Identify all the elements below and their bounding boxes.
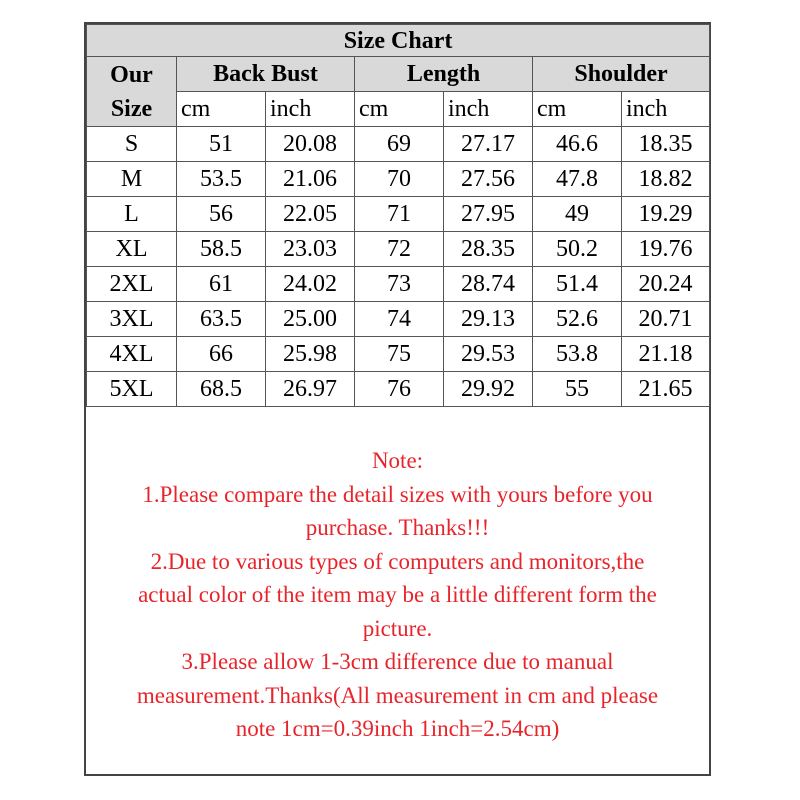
shoulder-cm-cell: 52.6	[533, 302, 622, 337]
shoulder-inch-cell: 19.29	[622, 197, 710, 232]
note-line: 3.Please allow 1-3cm difference due to manual	[181, 649, 614, 674]
size-cell: 5XL	[87, 372, 177, 407]
shoulder-header: Shoulder	[533, 57, 710, 92]
shoulder-cm-unit: cm	[533, 92, 622, 127]
length-inch-unit: inch	[444, 92, 533, 127]
length-cm-cell: 73	[355, 267, 444, 302]
our-size-header	[87, 57, 177, 127]
length-inch-cell: 29.13	[444, 302, 533, 337]
back-bust-cm-unit: cm	[177, 92, 266, 127]
size-cell: M	[87, 162, 177, 197]
note-line: note 1cm=0.39inch 1inch=2.54cm)	[235, 716, 560, 741]
back-bust-inch-cell: 25.98	[266, 337, 355, 372]
back-bust-inch-cell: 23.03	[266, 232, 355, 267]
our-label: Our	[110, 61, 153, 88]
shoulder-cm-cell: 51.4	[533, 267, 622, 302]
length-inch-cell: 29.92	[444, 372, 533, 407]
table-row	[87, 127, 710, 162]
length-cm-cell: 69	[355, 127, 444, 162]
table-row	[87, 337, 710, 372]
length-inch-cell: 27.17	[444, 127, 533, 162]
shoulder-cm-cell: 49	[533, 197, 622, 232]
back-bust-inch-unit: inch	[266, 92, 355, 127]
shoulder-cm-cell: 46.6	[533, 127, 622, 162]
back-bust-cm-cell: 56	[177, 197, 266, 232]
note-heading: Note:	[371, 448, 424, 473]
note-line: purchase. Thanks!!!	[305, 515, 490, 540]
back-bust-inch-cell: 21.06	[266, 162, 355, 197]
shoulder-cm-cell: 50.2	[533, 232, 622, 267]
chart-title: Size Chart	[87, 25, 710, 57]
size-cell: 4XL	[87, 337, 177, 372]
table-row	[87, 372, 710, 407]
shoulder-inch-cell: 19.76	[622, 232, 710, 267]
shoulder-inch-cell: 20.71	[622, 302, 710, 337]
shoulder-inch-cell: 18.82	[622, 162, 710, 197]
back-bust-header: Back Bust	[177, 57, 355, 92]
length-header: Length	[355, 57, 533, 92]
table-row	[87, 267, 710, 302]
notes-section	[86, 444, 709, 746]
length-inch-cell: 27.95	[444, 197, 533, 232]
back-bust-inch-cell: 25.00	[266, 302, 355, 337]
table-row	[87, 162, 710, 197]
size-label: Size	[110, 95, 153, 122]
back-bust-cm-cell: 61	[177, 267, 266, 302]
back-bust-cm-cell: 51	[177, 127, 266, 162]
length-cm-cell: 70	[355, 162, 444, 197]
table-row	[87, 302, 710, 337]
length-cm-cell: 72	[355, 232, 444, 267]
size-cell: L	[87, 197, 177, 232]
table-row	[87, 197, 710, 232]
back-bust-inch-cell: 20.08	[266, 127, 355, 162]
shoulder-inch-cell: 21.18	[622, 337, 710, 372]
shoulder-inch-cell: 18.35	[622, 127, 710, 162]
back-bust-cm-cell: 68.5	[177, 372, 266, 407]
size-chart	[84, 22, 711, 776]
back-bust-inch-cell: 26.97	[266, 372, 355, 407]
back-bust-inch-cell: 22.05	[266, 197, 355, 232]
length-cm-cell: 76	[355, 372, 444, 407]
length-inch-cell: 29.53	[444, 337, 533, 372]
back-bust-cm-cell: 58.5	[177, 232, 266, 267]
length-inch-cell: 28.35	[444, 232, 533, 267]
length-cm-cell: 75	[355, 337, 444, 372]
shoulder-inch-cell: 20.24	[622, 267, 710, 302]
note-line: 1.Please compare the detail sizes with yours before you	[142, 481, 653, 507]
size-cell: 3XL	[87, 302, 177, 337]
shoulder-cm-cell: 53.8	[533, 337, 622, 372]
back-bust-cm-cell: 63.5	[177, 302, 266, 337]
shoulder-inch-unit: inch	[622, 92, 710, 127]
note-line: actual color of the item may be a little different form the	[138, 582, 657, 607]
length-cm-cell: 71	[355, 197, 444, 232]
note-line: 2.Due to various types of computers and monitors,the	[150, 548, 645, 574]
size-cell: S	[87, 127, 177, 162]
note-line: measurement.Thanks(All measurement in cm and please	[136, 682, 659, 708]
note-line: picture.	[362, 615, 433, 641]
size-cell: XL	[87, 232, 177, 267]
shoulder-inch-cell: 21.65	[622, 372, 710, 407]
size-rows	[87, 127, 710, 407]
back-bust-cm-cell: 53.5	[177, 162, 266, 197]
table-row	[87, 232, 710, 267]
shoulder-cm-cell: 55	[533, 372, 622, 407]
length-inch-cell: 27.56	[444, 162, 533, 197]
shoulder-cm-cell: 47.8	[533, 162, 622, 197]
size-table	[86, 24, 710, 407]
length-inch-cell: 28.74	[444, 267, 533, 302]
length-cm-unit: cm	[355, 92, 444, 127]
back-bust-cm-cell: 66	[177, 337, 266, 372]
back-bust-inch-cell: 24.02	[266, 267, 355, 302]
length-cm-cell: 74	[355, 302, 444, 337]
size-cell: 2XL	[87, 267, 177, 302]
